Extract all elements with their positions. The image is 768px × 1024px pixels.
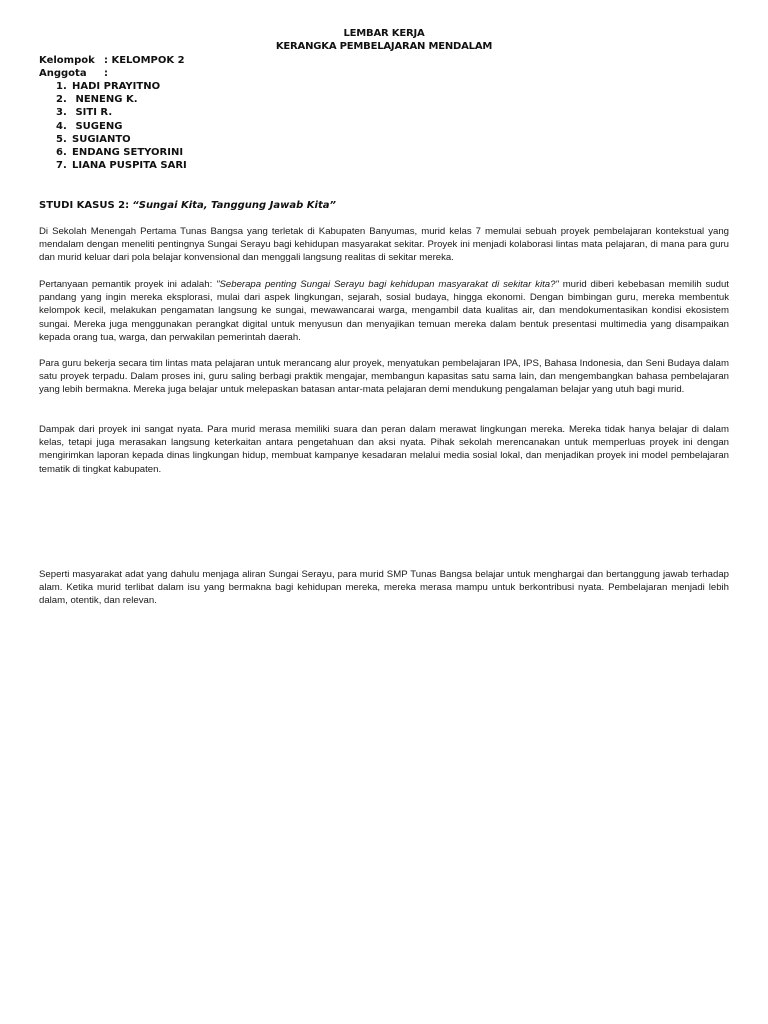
member-list [56,80,187,172]
page-title: LEMBAR KERJA [343,28,425,39]
list-item: 3. SITI R. [56,107,113,119]
case-title-text: “Sungai Kita, Tanggung Jawab Kita” [132,200,336,211]
list-item: 6. ENDANG SETYORINI [56,147,184,159]
case-label: STUDI KASUS 2: [39,200,130,211]
paragraph-intro: Di Sekolah Menengah Pertama Tunas Bangsa yang terletak di Kabupaten Banyumas, murid kelas 7 memulai sebuah proyek pembelajaran kontekstual yang mendalam dengan meneliti pentingnya Sungai Serayu bagi kehidupan masyarakat sekitar. Proyek ini menjadi kolaborasi lintas mata pelajaran, di mana para guru dan murid keluar dari pola belajar konvensional dan menggali langsung realitas di sekitar mereka. [39,226,729,264]
members-value: : [104,68,108,79]
list-item: 5. SUGIANTO [56,133,131,145]
list-item: 4. SUGENG [56,120,123,132]
group-label: Kelompok [39,55,95,66]
driving-question: "Seberapa penting Sungai Serayu bagi kehidupan masyarakat di sekitar kita?" [216,279,559,290]
page-subtitle: KERANGKA PEMBELAJARAN MENDALAM [275,41,493,52]
list-item: 7. LIANA PUSPITA SARI [56,160,187,172]
members-row [39,67,108,80]
members-label: Anggota [39,68,87,79]
group-value: : KELOMPOK 2 [104,55,185,66]
group-row [39,54,185,67]
paragraph-question: Pertanyaan pemantik proyek ini adalah: "Seberapa penting Sungai Serayu bagi kehidupan masyarakat di sekitar kita?" murid diberi kebebasan memilih sudut pandang yang ingin mereka eksplorasi, mulai dari aspek lingkungan, sejarah, sosial budaya, hingga ekonomi. Dengan bimbingan guru, mereka membentuk kelompok kecil, melakukan pengamatan langsung ke sungai, mewawancarai warga, mengambil data kualitas air, dan mendokumentasikan kondisi ekosistem sungai. Mereka juga menggunakan perangkat digital untuk menyusun dan menyajikan temuan mereka dalam bentuk presentasi multimedia yang disampaikan kepada orang tua, warga, dan perwakilan pemerintah daerah. [39,279,729,343]
list-item: 2. NENENG K. [56,94,138,106]
list-item: 1. HADI PRAYITNO [56,81,161,92]
paragraph-impact: Dampak dari proyek ini sangat nyata. Para murid merasa memiliki suara dan peran dalam merawat lingkungan mereka. Mereka tidak hanya belajar di dalam kelas, tetapi juga merasakan langsung keterkaitan antara pengetahuan dan aksi nyata. Pihak sekolah merencanakan untuk memperluas proyek ini dengan mengirimkan laporan kepada dinas lingkungan hidup, membuat kampanye kesadaran melalui media sosial lokal, dan menjadikan proyek ini model pembelajaran tematik di tingkat kabupaten. [39,424,729,475]
paragraph-teachers: Para guru bekerja secara tim lintas mata pelajaran untuk merancang alur proyek, menyatukan pembelajaran IPA, IPS, Bahasa Indonesia, dan Seni Budaya dalam satu proyek terpadu. Dalam proses ini, guru saling berbagi praktik mengajar, membangun kapasitas satu sama lain, dan mengembangkan bahasa pembelajaran yang lebih bermakna. Mereka juga belajar untuk melepaskan batasan antar-mata pelajaran demi mendukung pengalaman belajar yang utuh bagi murid. [39,358,729,396]
case-study-title [39,199,336,212]
paragraph-closing: Seperti masyarakat adat yang dahulu menjaga aliran Sungai Serayu, para murid SMP Tunas Bangsa belajar untuk menghargai dan bertanggung jawab terhadap alam. Ketika murid terlibat dalam isu yang bermakna bagi kehidupan mereka, mereka merasa mampu untuk berkontribusi nyata. Pembelajaran menjadi lebih dalam, otentik, dan relevan. [39,569,729,607]
